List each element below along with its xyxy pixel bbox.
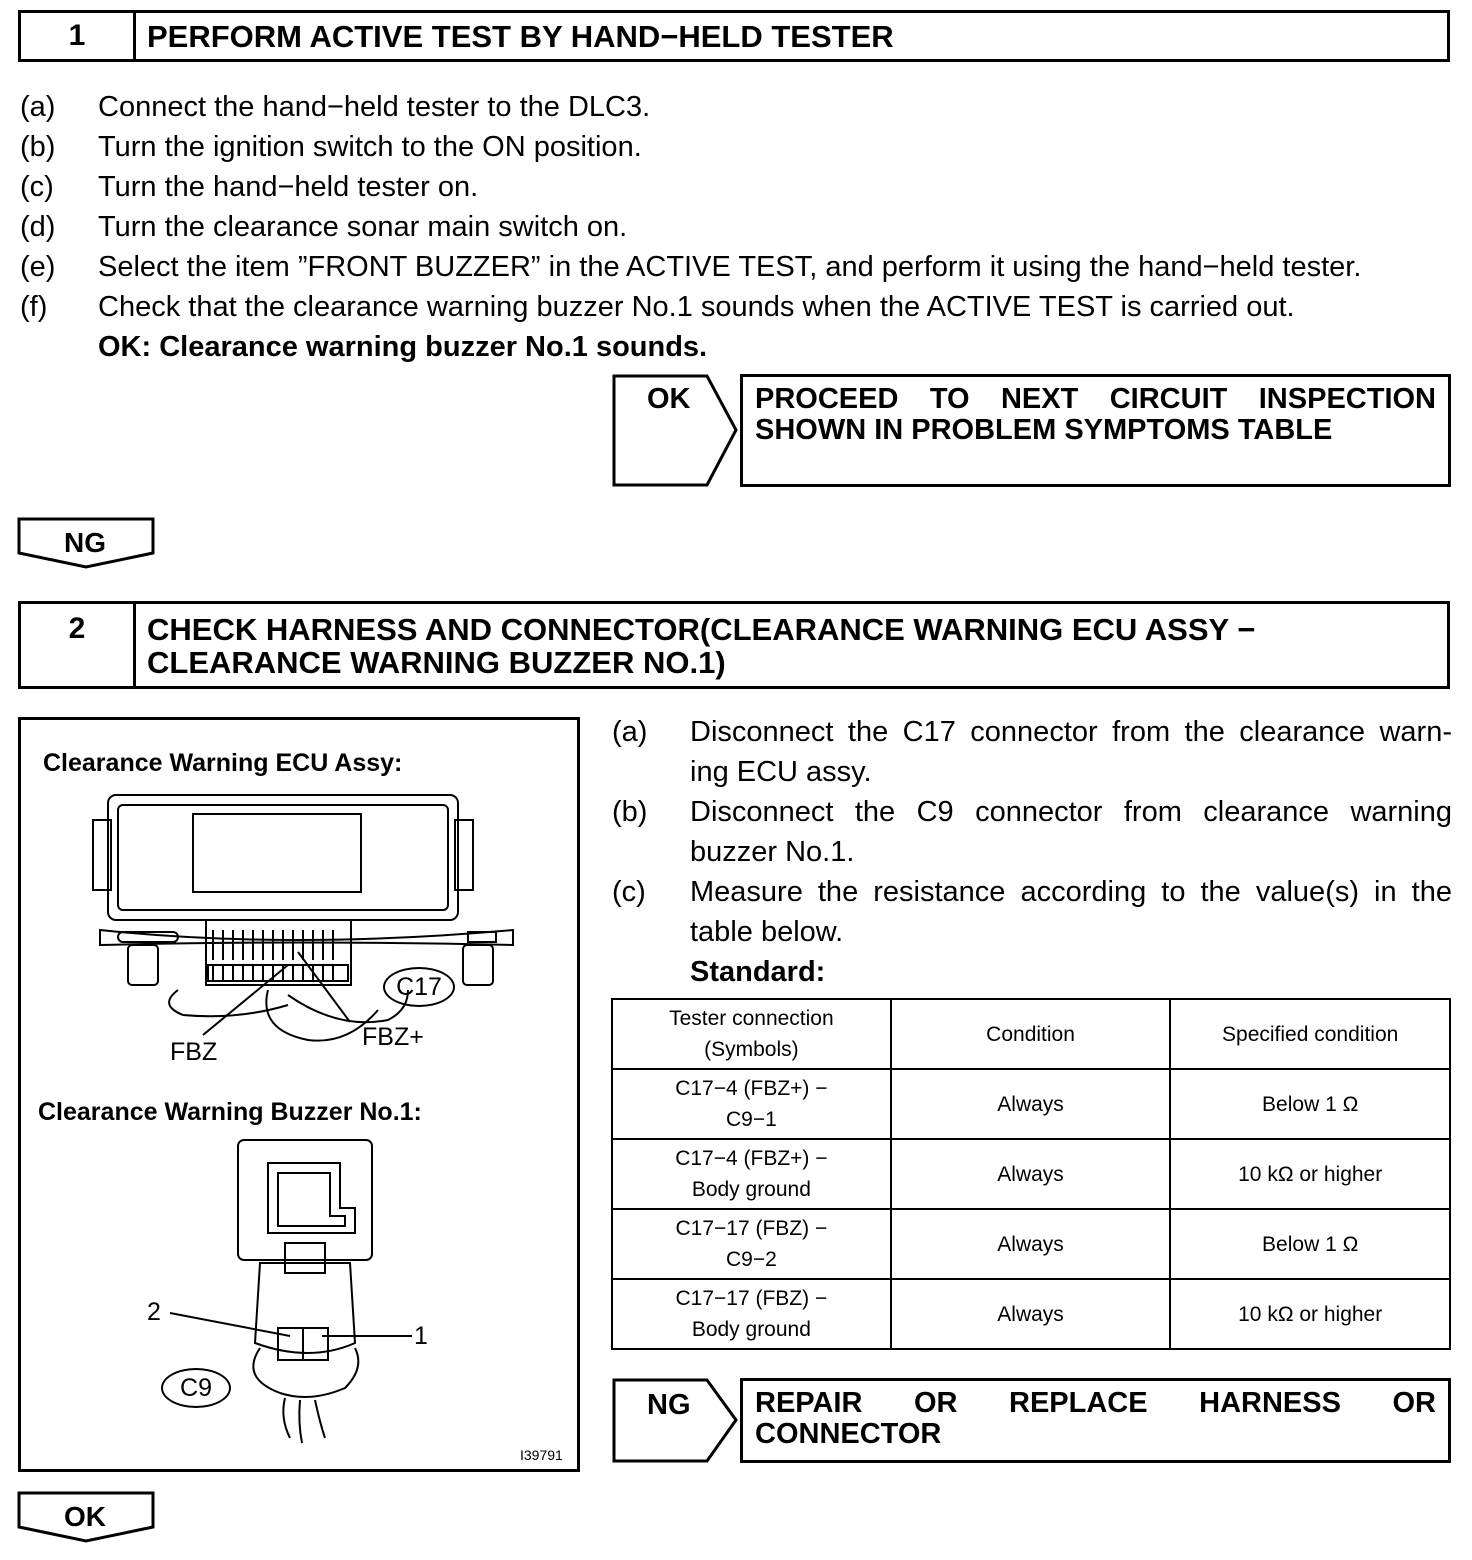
table-row: C17−17 (FBZ) − C9−2 Always Below 1 Ω [612,1209,1450,1279]
ok-spec: OK: Clearance warning buzzer No.1 sounds. [98,331,708,363]
list-item: (d) Turn the clearance sonar main switch on. [20,211,628,243]
step-2-title-line1: CHECK HARNESS AND CONNECTOR(CLEARANCE WARNING ECU ASSY − [147,612,1256,647]
step-2-number: 2 [21,604,136,686]
header-tester-connection: Tester connection (Symbols) [612,999,891,1069]
ok-flag-label: OK [64,1501,106,1532]
step-2-title-line2: CLEARANCE WARNING BUZZER NO.1) [147,645,726,680]
ng-result-line2: CONNECTOR [755,1418,942,1450]
step-1-title: PERFORM ACTIVE TEST BY HAND−HELD TESTER [147,19,894,54]
ecu-title: Clearance Warning ECU Assy: [43,749,403,777]
step-1-number: 1 [21,13,136,59]
ng-flag-label: NG [64,527,106,558]
step-2-instructions [612,712,1452,992]
list-item: (c) Measure the resistance according to the value(s) in the table below. [612,876,1452,948]
step-1-header [18,10,1450,62]
pin-1-label: 1 [414,1322,428,1350]
list-item: (b) Turn the ignition switch to the ON position. [20,131,642,163]
header-specified-condition: Specified condition [1170,999,1450,1069]
step-1-instructions [20,87,1460,367]
table-row: C17−4 (FBZ+) − C9−1 Always Below 1 Ω [612,1069,1450,1139]
ok-result-line1: PROCEED TO NEXT CIRCUIT INSPECTION [755,383,1436,415]
pin-2-label: 2 [147,1298,161,1326]
c17-callout: C17 [383,967,455,1007]
ng-result-line1: REPAIR OR REPLACE HARNESS OR [755,1387,1436,1419]
header-condition: Condition [891,999,1171,1069]
ng-result-box [740,1378,1451,1463]
standard-label: Standard: [690,956,826,988]
c9-callout: C9 [161,1368,231,1408]
resistance-spec-table [611,998,1451,1350]
table-row: C17−4 (FBZ+) − Body ground Always 10 kΩ or higher [612,1139,1450,1209]
figure-id: I39791 [520,1447,563,1463]
list-item: (f) Check that the clearance warning buzzer No.1 sounds when the ACTIVE TEST is carried out. [20,291,1295,323]
table-header-row [612,999,1450,1069]
ecu-connector-illustration [88,790,528,1060]
ok-arrow-label: OK [647,383,691,415]
list-item: (e) Select the item ”FRONT BUZZER” in the ACTIVE TEST, and perform it using the hand−held tester. [20,251,1362,283]
ok-result-line2: SHOWN IN PROBLEM SYMPTOMS TABLE [755,414,1333,446]
ok-result-box [740,374,1451,487]
fbz-plus-label: FBZ+ [362,1023,424,1051]
list-item: (a) Disconnect the C17 connector from the clearance warn- ing ECU assy. [612,716,1452,788]
list-item: (c) Turn the hand−held tester on. [20,171,479,203]
ng-arrow-label: NG [647,1389,691,1421]
step-2-header [18,601,1450,689]
fbz-label: FBZ [170,1038,218,1066]
buzzer-title: Clearance Warning Buzzer No.1: [38,1098,422,1126]
list-item: (b) Disconnect the C9 connector from clearance warning buzzer No.1. [612,796,1452,868]
table-row: C17−17 (FBZ) − Body ground Always 10 kΩ or higher [612,1279,1450,1349]
list-item: (a) Connect the hand−held tester to the DLC3. [20,91,651,123]
